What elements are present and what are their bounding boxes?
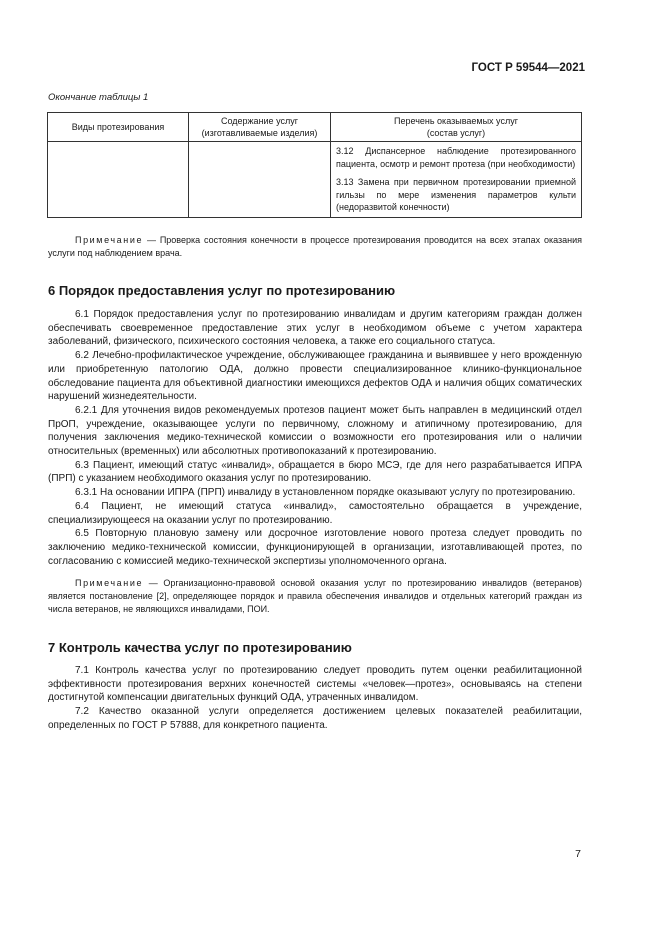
column-header-line: (изготавливаемые изделия) — [201, 128, 318, 138]
page-number: 7 — [575, 848, 581, 860]
paragraph: 6.5 Повторную плановую замену или досрочное изготовление нового протеза следует проводить по заключению медико-технической комиссии, функционирующей в организации, изготавливающей протез, по согласованию с комиссией медико-технической экспертизы уполномоченного органа. — [48, 528, 582, 567]
note-text: — Организационно-правовой основой оказания услуг по протезированию инвалидов (ветеранов) является постановление [2], определяющее порядок и правила обеспечения инвалидов и отдельных категорий граждан из числа ветеранов, не являющихся инвалидами, ПОИ. — [48, 578, 582, 614]
paragraph: 7.1 Контроль качества услуг по протезированию следует проводить путем оценки реабилитационной эффективности протезирования верхних конечностей системы «человек—протез», основываясь на степени достигнутой компенсации двигательных функций ОДА, утраченных инвалидом. — [48, 665, 582, 704]
section-7-title: 7 Контроль качества услуг по протезированию — [48, 640, 352, 655]
column-header-line: Виды протезирования — [71, 121, 165, 132]
column-header-content — [189, 113, 331, 142]
note-label: Примечание — [75, 235, 144, 245]
paragraph: 6.1 Порядок предоставления услуг по протезированию инвалидам и другим категориям граждан должен обеспечивать своевременное предоставление этих услуг в необходимом объеме с учетом характера заболеваний, физического, психического состояния человека, а также его социального статуса. — [48, 309, 582, 348]
service-item: 3.13 Замена при первичном протезировании приемной гильзы по мере изменения параметров культи (недоразвитой конечности) — [336, 177, 576, 212]
table-caption: Окончание таблицы 1 — [48, 92, 149, 103]
paragraph: 6.2.1 Для уточнения видов рекомендуемых протезов пациент может быть направлен в медицинский отдел ПрОП, учреждение, оказывающее услуги по первичному, сложному и атипичному протезированию, для получения заключения медико-технической комиссии о возможности его протезирования или о наличии относительных (временных) или абсолютных противопоказаний к протезированию. — [48, 404, 582, 458]
column-header-line: Содержание услуг — [220, 115, 299, 126]
table-cell-types — [48, 142, 189, 218]
note-text: — Проверка состояния конечности в процессе протезирования проводится на всех этапах оказания услуги под наблюдением врача. — [48, 235, 582, 258]
services-table — [47, 112, 582, 218]
paragraph: 6.2 Лечебно-профилактическое учреждение, обслуживающее гражданина и выявившее у него врожденную или приобретенную патологию ОДА, должно провести специализированное клинико-функциональное обследование пациента для объективной диагностики имеющихся дефектов ОДА и наличия общих соматических нарушений жизнедеятельности. — [48, 350, 582, 403]
section-7-body — [48, 664, 582, 733]
note-label: Примечание — [75, 578, 144, 588]
table-note — [48, 234, 582, 260]
paragraph: 6.3 Пациент, имеющий статус «инвалид», обращается в бюро МСЭ, где для него разрабатывается ИПРА (ПРП) с указанием необходимого оказания услуг по протезированию. — [48, 459, 582, 485]
paragraph: 6.3.1 На основании ИПРА (ПРП) инвалиду в установленном порядке оказывают услугу по протезированию. — [75, 487, 576, 499]
service-item: 3.12 Диспансерное наблюдение протезированного пациента, осмотр и ремонт протеза (при необходимости) — [336, 146, 576, 169]
section-6-note — [48, 577, 582, 616]
column-header-types — [48, 113, 189, 142]
column-header-line: (состав услуг) — [426, 128, 486, 138]
paragraph: 7.2 Качество оказанной услуги определяется достижением целевых показателей реабилитации, определенных по ГОСТ Р 57888, для конкретного пациента. — [48, 706, 582, 731]
table-header-row — [48, 113, 582, 142]
section-6-body — [48, 308, 582, 568]
table-cell-content — [189, 142, 331, 218]
document-code: ГОСТ Р 59544—2021 — [471, 62, 585, 74]
table-cell-list — [331, 142, 582, 218]
column-header-line: Перечень оказываемых услуг — [394, 115, 518, 126]
paragraph: 6.4 Пациент, не имеющий статуса «инвалид», самостоятельно обращается в учреждение, специализирующееся на оказании услуг по протезированию. — [48, 500, 582, 526]
section-6-title: 6 Порядок предоставления услуг по протезированию — [48, 283, 396, 298]
column-header-list — [331, 113, 582, 142]
table-row — [48, 142, 582, 218]
